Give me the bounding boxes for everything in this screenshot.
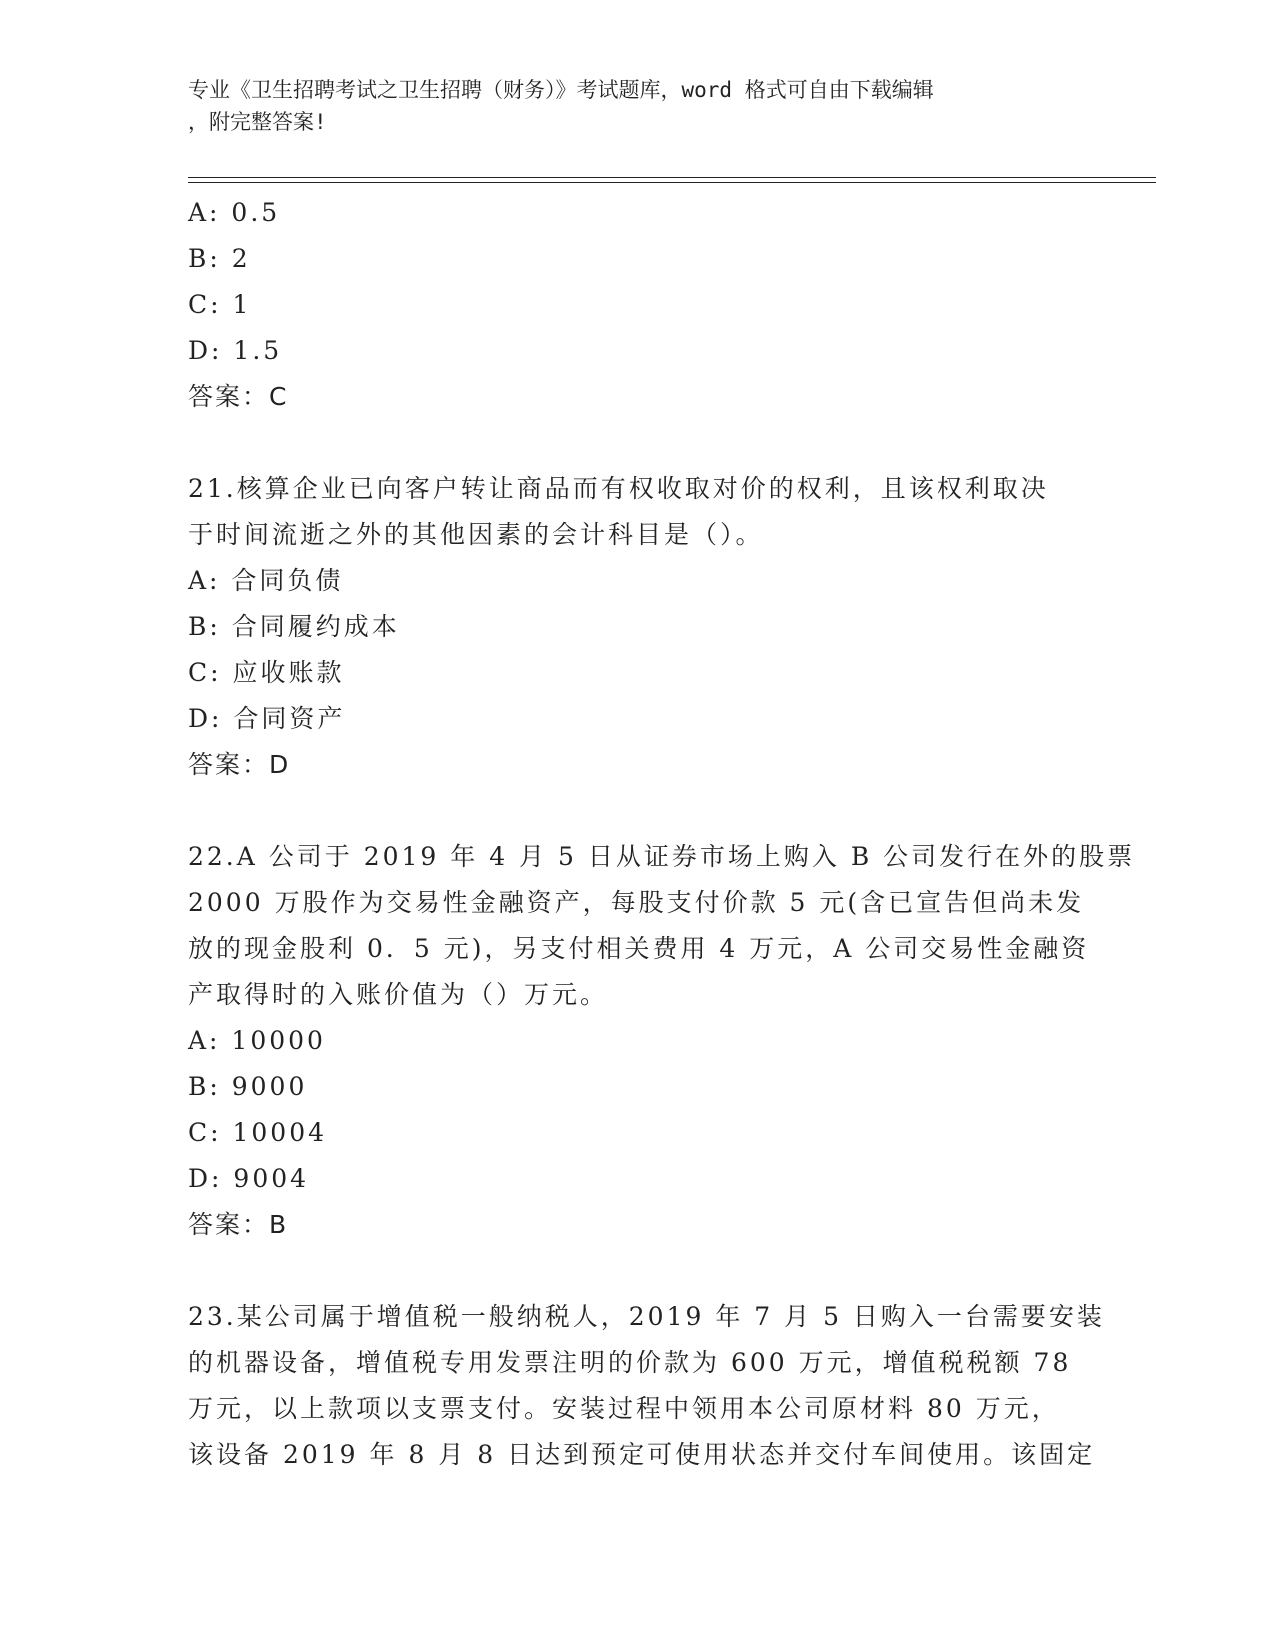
option-c: C: 1 <box>188 290 252 319</box>
option-d: D: 合同资产 <box>188 704 346 733</box>
question-text-line: 21.核算企业已向客户转让商品而有权收取对价的权利，且该权利取决 <box>188 474 1049 503</box>
option-c: C: 应收账款 <box>188 658 345 687</box>
option-c: C: 10004 <box>188 1118 328 1147</box>
question-text-line: 该设备 2019 年 8 月 8 日达到预定可使用状态并交付车间使用。该固定 <box>188 1440 1096 1469</box>
question-text-line: 2000 万股作为交易性金融资产，每股支付价款 5 元(含已宣告但尚未发 <box>188 888 1085 917</box>
option-a: A: 合同负债 <box>188 566 344 595</box>
question-block-21 <box>188 466 1088 788</box>
question-text-line: 万元，以上款项以支票支付。安装过程中领用本公司原材料 80 万元， <box>188 1394 1060 1423</box>
header-rule-bottom <box>188 182 1156 183</box>
header-rule-top <box>188 177 1156 178</box>
question-list <box>188 190 1136 1478</box>
answer-line: 答案：B <box>188 1210 289 1239</box>
question-text-line: 的机器设备，增值税专用发票注明的价款为 600 万元，增值税税额 78 <box>188 1348 1072 1377</box>
option-d: D: 9004 <box>188 1164 310 1193</box>
question-block-23 <box>188 1294 1105 1478</box>
header-line-1: 专业《卫生招聘考试之卫生招聘（财务）》考试题库，word 格式可自由下载编辑 <box>188 78 934 102</box>
option-b: B: 2 <box>188 244 251 273</box>
question-text-line: 产取得时的入账价值为（）万元。 <box>188 980 609 1009</box>
option-a: A: 0.5 <box>188 198 281 227</box>
answer-line: 答案：D <box>188 750 291 779</box>
question-block-22 <box>188 834 1136 1248</box>
option-a: A: 10000 <box>188 1026 326 1055</box>
question-text-line: 于时间流逝之外的其他因素的会计科目是（）。 <box>188 520 764 549</box>
question-text-line: 放的现金股利 0．5 元)，另支付相关费用 4 万元，A 公司交易性金融资 <box>188 934 1090 963</box>
option-d: D: 1.5 <box>188 336 283 365</box>
answer-line: 答案：C <box>188 382 289 411</box>
header-line-2: ，附完整答案! <box>188 110 327 134</box>
block-spacer <box>188 420 1088 466</box>
question-text-line: 22.A 公司于 2019 年 4 月 5 日从证券市场上购入 B 公司发行在外的股票 <box>188 842 1136 871</box>
block-spacer <box>188 1248 1088 1294</box>
option-b: B: 9000 <box>188 1072 308 1101</box>
block-spacer <box>188 788 1088 834</box>
question-block-20 <box>188 190 1088 420</box>
option-b: B: 合同履约成本 <box>188 612 400 641</box>
question-text-line: 23.某公司属于增值税一般纳税人，2019 年 7 月 5 日购入一台需要安装 <box>188 1302 1105 1331</box>
document-header <box>188 74 1088 138</box>
